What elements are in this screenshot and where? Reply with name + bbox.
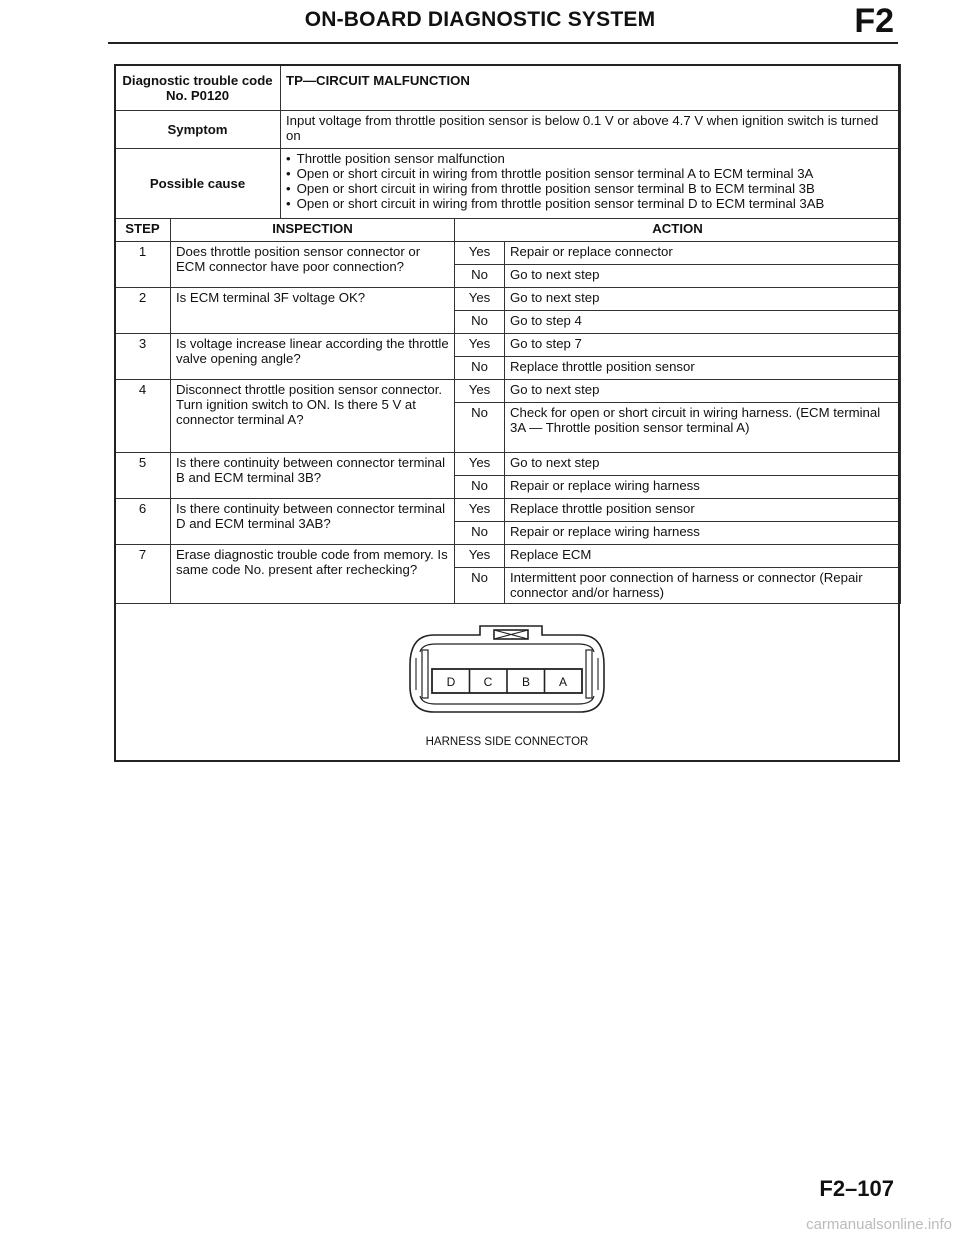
diagram-caption: HARNESS SIDE CONNECTOR — [425, 736, 589, 748]
yes-label: Yes — [455, 334, 505, 357]
step-number: 1 — [115, 242, 171, 288]
cause-item: • Open or short circuit in wiring from throttle position sensor terminal B to ECM terminal 3B — [286, 181, 895, 196]
yes-label: Yes — [455, 499, 505, 522]
no-label: No — [455, 311, 505, 334]
yes-label: Yes — [455, 380, 505, 403]
yes-action: Repair or replace connector — [505, 242, 901, 265]
yes-action: Go to next step — [505, 453, 901, 476]
cause-label: Possible cause — [115, 149, 281, 219]
yes-action: Replace throttle position sensor — [505, 499, 901, 522]
no-label: No — [455, 476, 505, 499]
step-number: 6 — [115, 499, 171, 545]
terminal-label: C — [483, 675, 493, 689]
action-header: ACTION — [455, 219, 901, 242]
step-inspection: Is there continuity between connector terminal B and ECM terminal 3B? — [171, 453, 455, 499]
step-inspection: Is voltage increase linear according the throttle valve opening angle? — [171, 334, 455, 380]
step-inspection: Erase diagnostic trouble code from memory. Is same code No. present after rechecking? — [171, 545, 455, 604]
yes-label: Yes — [455, 242, 505, 265]
watermark: carmanualsonline.info — [806, 1216, 952, 1233]
yes-action: Replace ECM — [505, 545, 901, 568]
cause-item: • Open or short circuit in wiring from throttle position sensor terminal D to ECM terminal 3AB — [286, 196, 895, 211]
no-action: Go to next step — [505, 265, 901, 288]
code-value: TP—CIRCUIT MALFUNCTION — [281, 65, 901, 111]
step-header: STEP — [115, 219, 171, 242]
no-label: No — [455, 522, 505, 545]
yes-action: Go to next step — [505, 288, 901, 311]
step-number: 5 — [115, 453, 171, 499]
no-action: Check for open or short circuit in wiring harness. (ECM terminal 3A — Throttle position sensor terminal A) — [505, 403, 901, 453]
cause-item: • Throttle position sensor malfunction — [286, 151, 895, 166]
terminal-label: D — [446, 675, 456, 689]
no-action: Intermittent poor connection of harness or connector (Repair connector and/or harness) — [505, 568, 901, 604]
yes-label: Yes — [455, 453, 505, 476]
header-rule — [108, 42, 898, 44]
inspection-header: INSPECTION — [171, 219, 455, 242]
yes-label: Yes — [455, 288, 505, 311]
no-action: Repair or replace wiring harness — [505, 522, 901, 545]
step-number: 4 — [115, 380, 171, 453]
no-action: Replace throttle position sensor — [505, 357, 901, 380]
section-code: F2 — [854, 2, 894, 40]
yes-label: Yes — [455, 545, 505, 568]
no-action: Go to step 4 — [505, 311, 901, 334]
yes-action: Go to next step — [505, 380, 901, 403]
yes-action: Go to step 7 — [505, 334, 901, 357]
no-label: No — [455, 265, 505, 288]
step-inspection: Is there continuity between connector terminal D and ECM terminal 3AB? — [171, 499, 455, 545]
page-number: F2–107 — [819, 1176, 894, 1201]
symptom-value: Input voltage from throttle position sensor is below 0.1 V or above 4.7 V when ignition switch is turned on — [281, 111, 901, 149]
step-number: 2 — [115, 288, 171, 334]
page-title: ON-BOARD DIAGNOSTIC SYSTEM — [304, 8, 656, 31]
connector-diagram — [114, 620, 900, 762]
no-label: No — [455, 403, 505, 453]
harness-connector-icon — [114, 620, 900, 732]
terminal-label: A — [558, 675, 568, 689]
cause-item: • Open or short circuit in wiring from throttle position sensor terminal A to ECM terminal 3A — [286, 166, 895, 181]
step-inspection: Does throttle position sensor connector or ECM connector have poor connection? — [171, 242, 455, 288]
step-number: 3 — [115, 334, 171, 380]
terminal-label: B — [521, 675, 531, 689]
symptom-label: Symptom — [115, 111, 281, 149]
code-label: Diagnostic trouble code No. P0120 — [115, 65, 281, 111]
no-action: Repair or replace wiring harness — [505, 476, 901, 499]
step-inspection: Disconnect throttle position sensor connector. Turn ignition switch to ON. Is there 5 V at connector terminal A? — [171, 380, 455, 453]
step-inspection: Is ECM terminal 3F voltage OK? — [171, 288, 455, 334]
no-label: No — [455, 357, 505, 380]
step-number: 7 — [115, 545, 171, 604]
no-label: No — [455, 568, 505, 604]
